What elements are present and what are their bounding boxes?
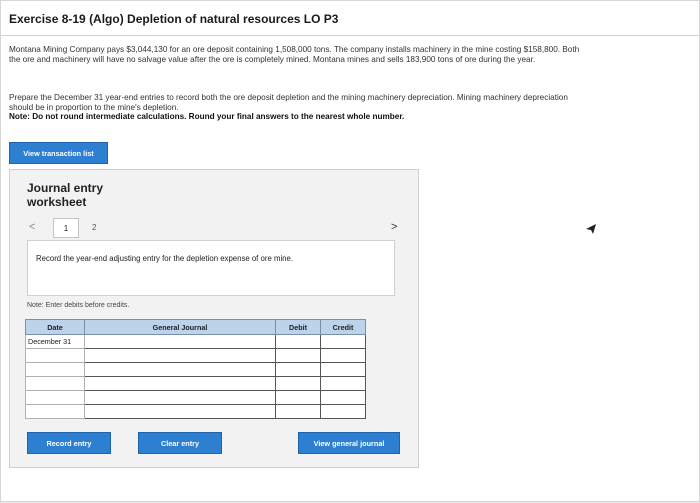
debits-note: Note: Enter debits before credits. — [27, 302, 130, 309]
journal-row — [26, 335, 366, 349]
exercise-title: Exercise 8-19 (Algo) Depletion of natural resources LO P3 — [9, 12, 339, 26]
instruction-text: Record the year-end adjusting entry for the depletion expense of ore mine. — [36, 254, 294, 263]
worksheet-title — [27, 181, 103, 209]
debit-input[interactable] — [276, 349, 321, 363]
general-journal-column-header: General Journal — [85, 320, 276, 335]
account-input[interactable] — [85, 377, 276, 391]
journal-table — [25, 319, 366, 419]
instructions-text: Prepare the December 31 year-end entries to record both the ore deposit depletion and the mining machinery depreciation. Mining machinery depreciation should be in proportion to the mine's depletion. — [9, 93, 568, 112]
clear-entry-button[interactable]: Clear entry — [138, 432, 222, 454]
journal-row — [26, 391, 366, 405]
mouse-cursor-icon — [585, 223, 597, 235]
account-input[interactable] — [85, 391, 276, 405]
credit-input[interactable] — [321, 349, 366, 363]
debit-column-header: Debit — [276, 320, 321, 335]
date-cell — [26, 405, 85, 419]
tab-1[interactable]: 1 — [53, 218, 79, 238]
debit-input[interactable] — [276, 377, 321, 391]
problem-instructions — [9, 93, 589, 122]
debit-input[interactable] — [276, 335, 321, 349]
credit-input[interactable] — [321, 377, 366, 391]
credit-input[interactable] — [321, 405, 366, 419]
journal-entry-worksheet — [9, 169, 419, 468]
journal-row — [26, 405, 366, 419]
date-column-header: Date — [26, 320, 85, 335]
rounding-note: Note: Do not round intermediate calculations. Round your final answers to the nearest whole number. — [9, 112, 405, 122]
worksheet-title-line1: Journal entry — [27, 181, 104, 195]
journal-row — [26, 363, 366, 377]
journal-row — [26, 377, 366, 391]
account-input[interactable] — [85, 405, 276, 419]
date-cell: December 31 — [26, 335, 85, 349]
credit-input[interactable] — [321, 363, 366, 377]
exercise-header — [1, 1, 699, 36]
view-general-journal-button[interactable]: View general journal — [298, 432, 400, 454]
journal-row — [26, 349, 366, 363]
account-input[interactable] — [85, 349, 276, 363]
date-cell — [26, 363, 85, 377]
worksheet-title-line2: worksheet — [27, 195, 87, 209]
journal-header-row — [26, 320, 366, 335]
chevron-right-icon[interactable]: > — [391, 221, 398, 233]
account-input[interactable] — [85, 335, 276, 349]
debit-input[interactable] — [276, 405, 321, 419]
view-transaction-list-button[interactable]: View transaction list — [9, 142, 108, 164]
problem-description: Montana Mining Company pays $3,044,130 for an ore deposit containing 1,508,000 tons. The company installs machinery in the mine costing $158,800. Both the ore and machinery will have no salvage value after the ore is completely mined. Montana mines and sells 183,900 tons of ore during the year. — [9, 45, 580, 64]
date-cell — [26, 391, 85, 405]
instruction-box — [27, 240, 395, 296]
tab-2[interactable]: 2 — [92, 223, 97, 232]
date-cell — [26, 349, 85, 363]
chevron-left-icon[interactable]: < — [29, 221, 36, 233]
debit-input[interactable] — [276, 391, 321, 405]
credit-column-header: Credit — [321, 320, 366, 335]
account-input[interactable] — [85, 363, 276, 377]
debit-input[interactable] — [276, 363, 321, 377]
credit-input[interactable] — [321, 391, 366, 405]
record-entry-button[interactable]: Record entry — [27, 432, 111, 454]
date-cell — [26, 377, 85, 391]
credit-input[interactable] — [321, 335, 366, 349]
